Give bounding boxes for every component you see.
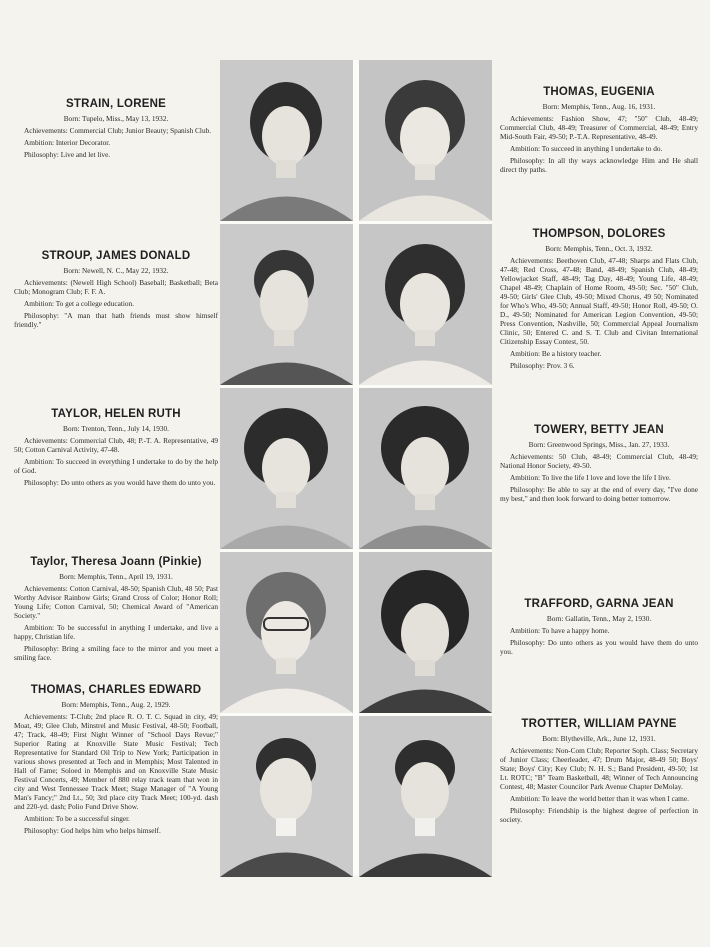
student-portrait [359,716,492,877]
student-achievements: Achievements: (Newell High School) Baseball; Basketball; Beta Club; Monogram Club; F. F. A. [14,278,218,296]
student-born: Born: Newell, N. C., May 22, 1932. [63,266,169,275]
student-born: Born: Memphis, Tenn., Aug. 16, 1931. [542,102,656,111]
student-ambition: Ambition: To be successful in anything I undertake, and live a happy, Christian life. [14,623,218,641]
student-born: Born: Blytheville, Ark., June 12, 1931. [542,734,656,743]
student-portrait [359,224,492,385]
student-achievements: Achievements: Cotton Carnival, 48-50; Spanish Club, 48 50; Past Worthy Advisor Rainbow Girls; Grand Cross of Color; Honor Roll; Young Life; Cotton Carnival, 50; Chemical Award of "American Society." [14,584,218,620]
student-portrait [220,60,353,221]
student-name: TROTTER, WILLIAM PAYNE [521,718,677,730]
photo-grid [220,60,492,876]
student-born: Born: Gallatin, Tenn., May 2, 1930. [546,614,652,623]
student-portrait [359,60,492,221]
student-born: Born: Memphis, Tenn., Oct. 3, 1932. [545,244,653,253]
student-ambition: Ambition: To be a successful singer. [24,814,130,823]
student-achievements: Achievements: T-Club; 2nd place R. O. T. C. Squad in city, 49; Moat, 49; Glee Club, Minstrel and Music Festival, 48-50; Football, 47; Track, 48-49; First Night Winner of "School Days Revue;" Superior Rating at Knoxville State Music Festival; Tech Representative for Standard Oil Trip to New York; Participation in various shows presented at Tech and in Memphis; Most Talented in Hall of Fame; Soloed in Memphis and on Knoxville State Music Festival Concerts, 49; Member of 880 relay track team that won in city and West Tennessee Track Meet; Stage Manager of "A Young Man's Fancy;" 2nd Lt., 50; 3rd place city Track Meet; 100-yd. dash and 220-yd. dash; Polio Fund Drive Show. [14,712,218,811]
student-name: STROUP, JAMES DONALD [41,250,191,262]
student-achievements: Achievements: Non-Com Club; Reporter Soph. Class; Secretary of Junior Class; Cheerleader, 47; Drum Major, 48-49 50; Boys' State; Boys' City; Key Club; N. H. S.; Band President, 49-50; 1st Lt. ROTC; "B" Team Basketball, 48; Winner of Tech Announcing Contest, 48; Master Councilor Park Avenue Chapter DeMolay. [500,746,698,791]
student-ambition: Ambition: Be a history teacher. [510,349,602,358]
student-entry [500,228,698,373]
student-ambition: Ambition: To leave the world better than it was when I came. [510,794,689,803]
student-born: Born: Greenwood Springs, Miss., Jan. 27, 1933. [528,440,670,449]
student-ambition: Ambition: To have a happy home. [510,626,610,635]
student-born: Born: Memphis, Tenn., Aug. 2, 1929. [61,700,171,709]
student-name: Taylor, Theresa Joann (Pinkie) [30,556,202,568]
student-entry [500,598,698,659]
student-entry [14,98,218,162]
student-entry [14,408,218,490]
student-born: Born: Memphis, Tenn., April 19, 1931. [59,572,173,581]
student-philosophy: Philosophy: Friendship is the highest degree of perfection in society. [500,806,698,824]
student-name: TOWERY, BETTY JEAN [534,424,664,436]
student-philosophy: Philosophy: In all thy ways acknowledge Him and He shall direct thy paths. [500,156,698,174]
student-ambition: Ambition: To succeed in anything I undertake to do. [510,144,663,153]
student-entry [500,86,698,177]
student-entry [14,684,218,838]
student-philosophy: Philosophy: Be able to say at the end of every day, "I've done my best," and then look forward to doing better tomorrow. [500,485,698,503]
student-philosophy: Philosophy: Prov. 3 6. [510,361,575,370]
student-portrait [220,224,353,385]
student-philosophy: Philosophy: Bring a smiling face to the mirror and you meet a smiling face. [14,644,218,662]
student-portrait [220,716,353,877]
student-entry [14,556,218,665]
student-philosophy: Philosophy: Do unto others as you would have them do unto you. [500,638,698,656]
student-achievements: Achievements: Commercial Club; Junior Beauty; Spanish Club. [24,126,212,135]
student-entry [500,718,698,827]
student-philosophy: Philosophy: Live and let live. [24,150,111,159]
student-ambition: Ambition: To get a college education. [24,299,134,308]
student-achievements: Achievements: Commercial Club, 48; P.-T. A. Representative, 49 50; Cotton Carnival Activity, 47-48. [14,436,218,454]
student-portrait [359,552,492,713]
student-portrait [220,552,353,713]
student-ambition: Ambition: Interior Decorator. [24,138,111,147]
student-born: Born: Trenton, Tenn., July 14, 1930. [63,424,169,433]
student-portrait [359,388,492,549]
student-entry [500,424,698,506]
student-philosophy: Philosophy: "A man that hath friends must show himself friendly." [14,311,218,329]
student-born: Born: Tupelo, Miss., May 13, 1932. [63,114,169,123]
student-achievements: Achievements: 50 Club, 48-49; Commercial Club, 48-49; National Honor Society, 49-50. [500,452,698,470]
student-philosophy: Philosophy: Do unto others as you would have them do unto you. [24,478,216,487]
student-achievements: Achievements: Beethoven Club, 47-48; Sharps and Flats Club, 47-48; Red Cross, 47-48; Band, 48-49; Spanish Club, 48-49; Yellowjacket Staff, 48-49; Tag Day, 48-49; Young Life, 48-49; Chapel 48-49; Chaplain of Home Room, 49-50; Sec. "50" Club, 49-50; Girls' Glee Club, 49-50; Mixed Chorus, 49 50; Nominated for Who's Who, 49-50; Annual Staff, 49-50; Honor Roll, 49-50; O. D., 49-50; Nominated for American Legion Convention, 49-50; Press Convention, Nashville, 50; Commercial Appeal Journalism Clinic, 50; Entered C. and S. T. Club and Civitan International Citizenship Essay Contest, 50. [500,256,698,346]
student-name: THOMAS, CHARLES EDWARD [30,684,202,696]
student-name: THOMPSON, DOLORES [532,228,666,240]
student-ambition: Ambition: To live the life I love and love the life I live. [510,473,671,482]
student-name: THOMAS, EUGENIA [543,86,655,98]
student-name: STRAIN, LORENE [66,98,166,110]
student-philosophy: Philosophy: God helps him who helps himself. [24,826,161,835]
student-name: TAYLOR, HELEN RUTH [51,408,181,420]
student-portrait [220,388,353,549]
student-ambition: Ambition: To succeed in everything I undertake to do by the help of God. [14,457,218,475]
student-name: TRAFFORD, GARNA JEAN [524,598,674,610]
student-entry [14,250,218,332]
student-achievements: Achievements: Fashion Show, 47; "50" Club, 48-49; Commercial Club, 48-49; Treasurer of Commercial, 48-49; Entry Mid-South Fair, 49-50; P.-T.A. Representative, 48-49. [500,114,698,141]
